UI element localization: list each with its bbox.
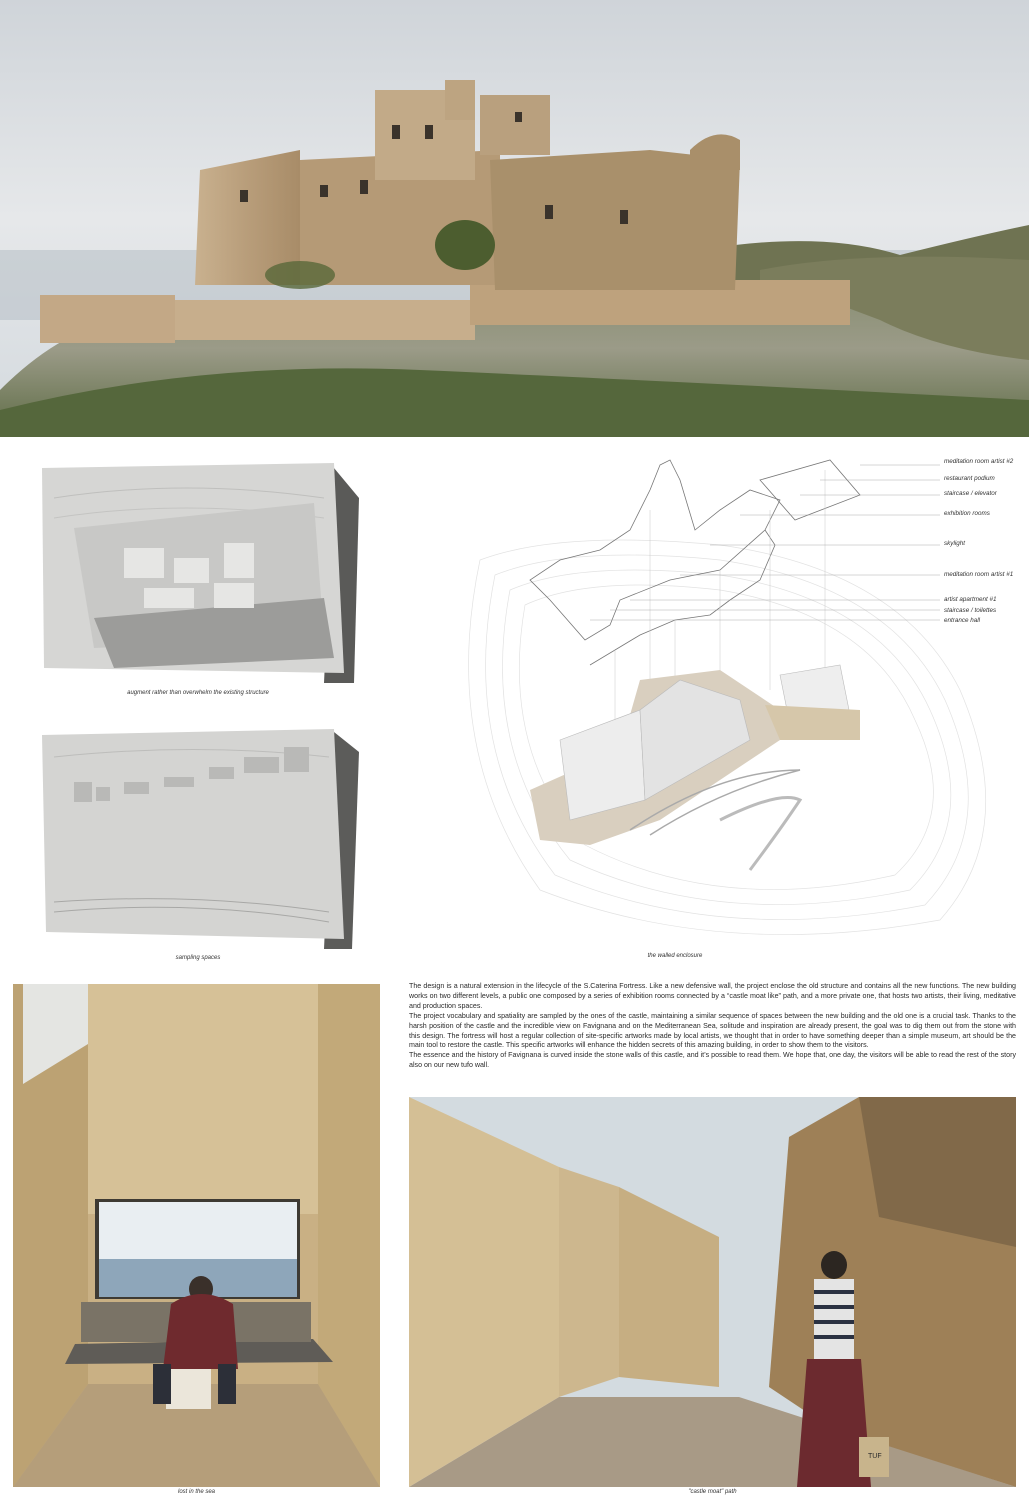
render-lost-in-the-sea [13, 984, 380, 1487]
axon-label-7: artist apartment #1 [944, 596, 997, 603]
model-illustration-sampling [34, 727, 362, 949]
moat-path-illustration [409, 1097, 1016, 1487]
caption-moat: "castle moat" path [688, 1489, 737, 1495]
axon-label-1: meditation room artist #2 [944, 458, 1014, 465]
axon-label-8: staircase / toilettes [944, 607, 997, 614]
axon-label-6: meditation room artist #1 [944, 571, 1014, 578]
castle-illustration [0, 0, 1029, 437]
caption-walled: the walled enclosure [647, 953, 703, 959]
description-paragraph-3: The essence and the history of Favignana is curved inside the stone walls of this castle, and it’s possible to read them. We hope that, one day, the visitors will be able to read the rest of the story also on our new tufo wall. [409, 1051, 1016, 1070]
axon-label-4: exhibition rooms [944, 510, 990, 517]
render-castle-moat-path [409, 1097, 1016, 1487]
model-photo-sampling [34, 727, 362, 949]
caption-lost: lost in the sea [177, 1489, 216, 1495]
interior-illustration [13, 984, 380, 1487]
axonometric-diagram [420, 450, 1025, 960]
axon-label-2: restaurant podium [944, 475, 995, 482]
project-description [409, 982, 1016, 1071]
bag-sign: TUF [868, 1453, 882, 1460]
description-paragraph-1: The design is a natural extension in the lifecycle of the S.Caterina Fortress. Like a new defensive wall, the project enclose the old structure and contains all the new functions. The new building works on two different levels, a public one composed by a series of exhibition rooms connected by a “castle moat like” path, and a more private one, that hosts two artists, their living, meditative and production spaces. [409, 982, 1016, 1010]
caption-sampling: sampling spaces [175, 955, 221, 961]
caption-augment: augment rather than overwhelm the existing structure [127, 690, 269, 696]
axon-label-9: entrance hall [944, 617, 981, 624]
model-illustration-augment [34, 458, 362, 683]
castle-hero-photo [0, 0, 1029, 437]
axon-label-5: skylight [944, 540, 965, 547]
description-paragraph-2: The project vocabulary and spatiality are sampled by the ones of the castle, maintaining a similar sequence of spaces between the new building and the old one is a crucial task. Thanks to the harsh position of the castle and the incredible view on Favignana and on the Mediterranean Sea, solitude and inspiration are already present, the goal was to dig them out from the stone with this design. The fortress will host a regular collection of site-specific artworks made by local artists, we thought that in order to have something deeper than a simple museum, art should be the main tool to restore the castle. This specific artworks will enhance the hidden secrets of this amazing building, in order to show them to the visitors. [409, 1011, 1016, 1050]
model-photo-augment [34, 458, 362, 683]
axon-label-3: staircase / elevator [944, 490, 997, 497]
axonometric-drawing [420, 450, 1025, 960]
